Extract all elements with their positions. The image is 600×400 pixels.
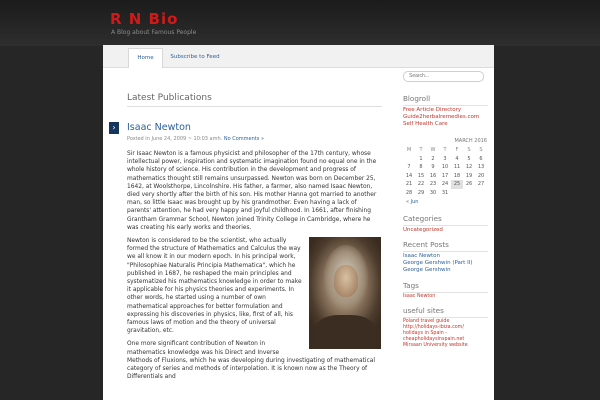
useful-site-link[interactable]: cheapholidaysinspain.net (403, 337, 465, 342)
calendar-week (403, 180, 487, 189)
calendar-week (403, 189, 487, 198)
useful-sites-heading: useful sites (403, 306, 488, 318)
useful-site-link[interactable]: http://holidays-ibiza.com/ (403, 325, 464, 330)
calendar-day: 21 (405, 181, 413, 188)
calendar-day-header: T (419, 147, 423, 154)
recent-post-link[interactable]: Isaac Newton (403, 253, 441, 259)
calendar-week (403, 155, 487, 164)
post-body (127, 150, 381, 386)
calendar-day: 13 (477, 164, 485, 171)
blogroll-link[interactable]: Free Article Directory (403, 107, 462, 113)
calendar-day-header: T (443, 147, 447, 154)
calendar-day (403, 155, 415, 164)
calendar-prev-link[interactable]: « Jun (406, 199, 419, 205)
calendar-day: 31 (441, 189, 449, 196)
newton-portrait-image (309, 237, 381, 349)
calendar-day: 8 (419, 164, 423, 171)
calendar-day: 3 (443, 155, 447, 162)
calendar-day: 22 (417, 181, 425, 188)
tab-subscribe-feed[interactable]: Subscribe to Feed (170, 54, 220, 60)
calendar-day: 10 (441, 164, 449, 171)
calendar-day: 15 (417, 172, 425, 179)
calendar-day-header: M (406, 147, 412, 154)
calendar-day: 27 (477, 181, 485, 188)
site-description: A Blog about Famous People (111, 29, 197, 36)
header-background (0, 0, 600, 46)
categories-heading: Categories (403, 214, 488, 226)
calendar-week (403, 172, 487, 181)
search-input[interactable] (403, 71, 484, 82)
post-meta (127, 136, 264, 142)
post-title-link[interactable]: Isaac Newton (127, 122, 191, 133)
calendar-day: 14 (405, 172, 413, 179)
calendar-day: 9 (431, 164, 435, 171)
calendar-day: 4 (455, 155, 459, 162)
calendar-caption: MARCH 2016 (454, 138, 487, 144)
blogroll-link[interactable]: Self Health Care (403, 121, 448, 127)
calendar-day: 6 (479, 155, 483, 162)
calendar-day: 11 (453, 164, 461, 171)
nav-bar (103, 45, 494, 68)
page-title: Latest Publications (127, 93, 382, 107)
calendar-day-header: S (479, 147, 483, 154)
post-paragraph: Newton is considered to be the scientist, who actually formed the structure of Mathematics and Calculus the way we all know it in our modern epoch. In his principal work, "Philosophiae Naturalis Principia Mathematica", which he published in 1687, he reshaped the main principles and systematized his mathematics knowledge in order to make it applicable for his physics theories and experiments. In other words, he started using a number of own mathematical approaches for better formulation and expressing his discoveries in physics, like, first of all, his famous laws of motion and the theory of universal gravitation, etc. (127, 238, 302, 335)
calendar-day: 16 (429, 172, 437, 179)
calendar-day (451, 189, 463, 198)
calendar-day: 29 (417, 189, 425, 196)
calendar-day: 12 (465, 164, 473, 171)
recent-post-link[interactable]: George Gershwin (403, 267, 451, 273)
calendar-day (463, 189, 475, 198)
post-paragraph: Sir Isaac Newton is a famous physicist and philosopher of the 17th century, whose intellectual power, inspiration and systematic imagination found no equal one in the whole history of science. His contribution in the development and progress of mathematics thought still remains unsurpassed. Newton was born on December 25, 1642, at Woolsthorpe, Lincolnshire. His father, a farmer, also named Isaac Newton, died very shortly after the birth of his son. His mother Hanna got married to another man, so little Isaac was brought up by his grandmother. Even having a lack of parents' attention, he had very happy and joyful childhood. In 1661, after finishing Grantham Grammar School, Newton joined Trinity College in Cambridge, where he was creating his early works and theories. (127, 151, 377, 231)
calendar-day-header: W (430, 147, 436, 154)
calendar (403, 146, 487, 197)
category-link[interactable]: Uncategorized (403, 227, 443, 233)
calendar-day: 24 (441, 181, 449, 188)
calendar-day: 25 (451, 180, 463, 189)
tags-heading: Tags (403, 281, 488, 293)
post-date: Posted in June 24, 2009 ~ 10:03 amh. (127, 136, 223, 142)
calendar-week (403, 163, 487, 172)
calendar-day: 23 (429, 181, 437, 188)
blogroll-link[interactable]: Guide2herbalremedies.com (403, 114, 480, 120)
calendar-day: 7 (407, 164, 411, 171)
calendar-day-header: S (467, 147, 471, 154)
tab-home[interactable]: Home (128, 48, 163, 68)
calendar-day: 17 (441, 172, 449, 179)
post-paragraph: One more significant contribution of Newton in mathematics knowledge was his Direct and Inverse Methods of Fluxions, which he was developing during investigating of mathematical category of series and methods of interpolation. It is known now as the Theory of Differentials and (127, 341, 376, 381)
page-container (103, 45, 494, 400)
calendar-day (475, 189, 487, 198)
calendar-day: 5 (467, 155, 471, 162)
post-marker-icon: › (109, 122, 119, 134)
tag-link[interactable]: Isaac Newton (403, 294, 436, 299)
recent-posts-heading: Recent Posts (403, 240, 488, 252)
calendar-day-header: F (455, 147, 459, 154)
calendar-day: 2 (431, 155, 435, 162)
useful-site-link[interactable]: holidays in Spain - (403, 331, 448, 336)
calendar-day: 30 (429, 189, 437, 196)
site-title[interactable]: R N Bio (110, 10, 179, 28)
useful-site-link[interactable]: Mirsaan University website (403, 343, 468, 348)
calendar-day: 26 (465, 181, 473, 188)
calendar-day: 28 (405, 189, 413, 196)
calendar-day: 20 (477, 172, 485, 179)
comments-link[interactable]: No Comments » (223, 136, 264, 142)
calendar-day: 19 (465, 172, 473, 179)
calendar-day: 18 (453, 172, 461, 179)
useful-site-link[interactable]: Poland travel guide (403, 319, 450, 324)
recent-post-link[interactable]: George Gershwin (Part II) (403, 260, 473, 266)
calendar-day: 1 (419, 155, 423, 162)
blogroll-heading: Blogroll (403, 94, 488, 106)
